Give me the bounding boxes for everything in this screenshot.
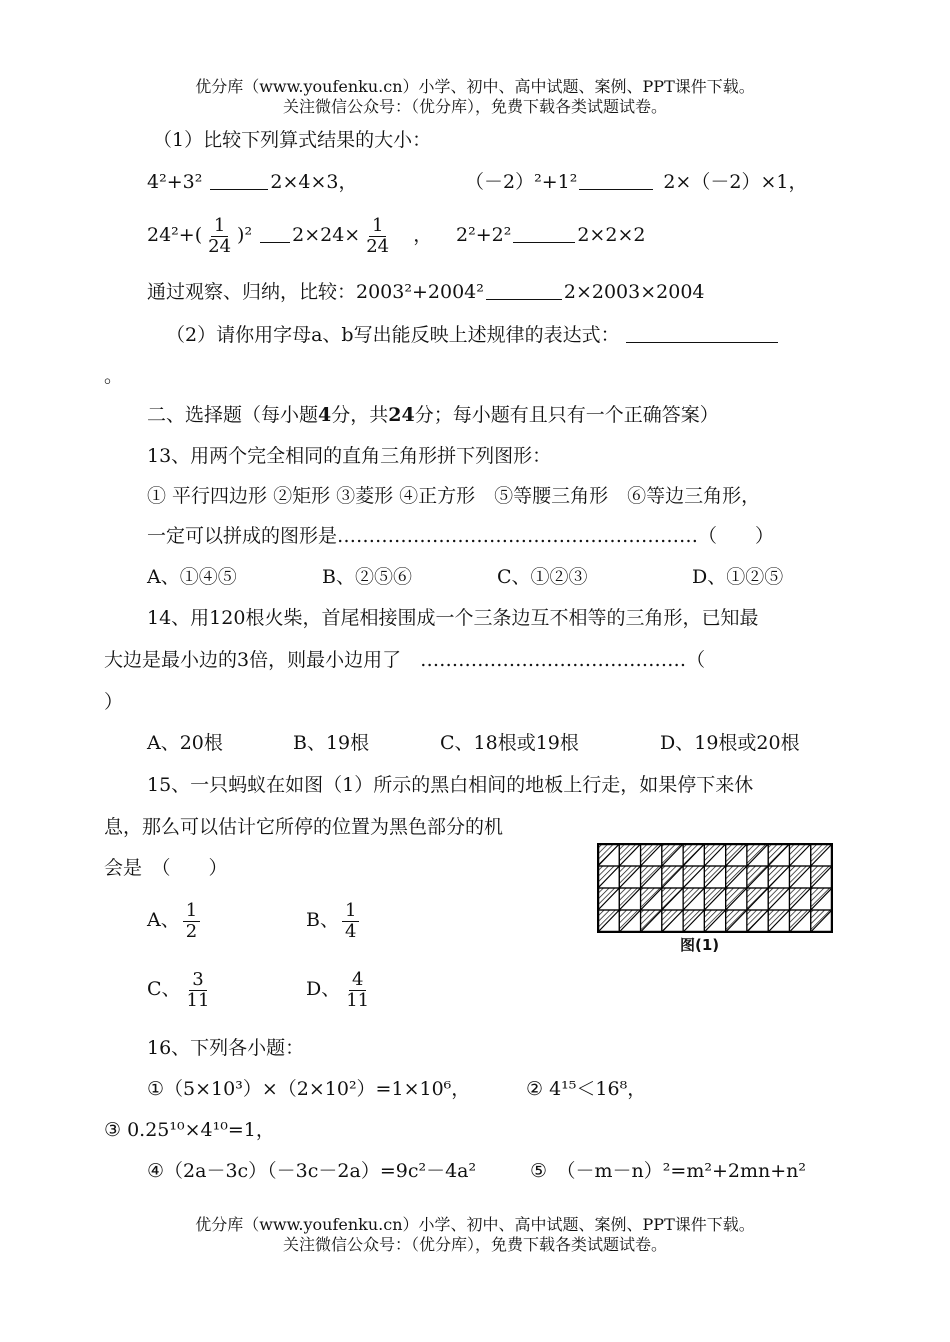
q13-option-a[interactable]: A、①④⑤ (147, 566, 237, 588)
section-2-title-a: 二、选择题（每小题 (147, 404, 319, 426)
answer-blank[interactable] (486, 281, 562, 300)
answer-blank[interactable] (579, 171, 653, 190)
q16-item-1: ①（5×10³）×（2×10²）=1×10⁶， (147, 1078, 471, 1100)
q15-option-c[interactable] (147, 966, 215, 1012)
figure-caption: 图(1) (680, 936, 720, 954)
q13-option-b[interactable]: B、②⑤⑥ (322, 566, 412, 588)
answer-blank[interactable] (626, 324, 778, 343)
header-line-2: 关注微信公众号：（优分库），免费下载各类试题试卷。 (282, 97, 667, 116)
fraction (342, 901, 359, 942)
q13-option-d[interactable]: D、①②⑤ (692, 566, 784, 588)
fraction-numerator: 1 (369, 216, 386, 237)
option-label: C、 (147, 978, 181, 1000)
fraction (205, 216, 234, 257)
q14-stem-2: 大边是最小边的3倍，则最小边用了 ……………………………………（ (104, 649, 706, 671)
grid-cells (598, 844, 832, 932)
answer-blank[interactable] (210, 171, 268, 190)
q15-stem-3: 会是 （ ） (104, 857, 228, 879)
option-label: B、 (306, 909, 339, 931)
fraction (184, 970, 213, 1011)
q15-option-d[interactable] (306, 966, 375, 1012)
option-label: A、 (147, 909, 180, 931)
q12-part2: （2）请你用字母a、b写出能反映上述规律的表达式： (166, 324, 620, 346)
q14-stem-3: ） (104, 691, 124, 713)
answer-blank[interactable] (513, 224, 575, 243)
q12-part1: （1）比较下列算式结果的大小： (153, 129, 432, 151)
q16-stem: 16、下列各小题： (147, 1037, 305, 1059)
q14-option-b[interactable]: B、19根 (293, 732, 370, 754)
fraction-denominator: 4 (344, 920, 357, 942)
q12-row2-right (456, 223, 645, 247)
q12-row2-right-expr: 2²+2² (456, 224, 512, 246)
q12-row1-left-rhs: 2×4×3， (270, 171, 358, 193)
q16-item-5: ⑤ （－m－n）²=m²+2mn+n² (530, 1160, 806, 1182)
fraction-denominator: 24 (208, 235, 232, 257)
q16-item-4: ④（2a－3c）（－3c－2a）=9c²－4a² (147, 1160, 477, 1182)
fraction-numerator: 1 (183, 901, 200, 922)
q15-stem-2: 息，那么可以估计它所停的位置为黑色部分的机 (104, 816, 504, 838)
section-2-title-c: 分；每小题有且只有一个正确答案） (414, 404, 719, 426)
q15-option-a[interactable] (147, 897, 203, 943)
footer-line-2: 关注微信公众号：（优分库），免费下载各类试题试卷。 (282, 1235, 667, 1254)
q15-stem-1: 15、一只蚂蚁在如图（1）所示的黑白相间的地板上行走，如果停下来休 (147, 774, 754, 796)
header-line-1: 优分库（www.youfenku.cn）小学、初中、高中试题、案例、PPT课件下载。 (195, 77, 755, 96)
fraction-denominator: 24 (366, 235, 390, 257)
q12-row1-left (147, 170, 358, 194)
q16-item-3: ③ 0.25¹⁰×4¹⁰=1， (104, 1119, 275, 1141)
section-2-title-b: 分，共 (331, 404, 389, 426)
section-2-title (147, 403, 719, 427)
q12-row1-left-expr: 4²+3² (147, 171, 203, 193)
fraction (363, 216, 392, 257)
fraction-denominator: 11 (186, 989, 210, 1011)
fraction-denominator: 2 (185, 920, 198, 942)
q12-row2-rhs: 2×24× (292, 224, 361, 246)
option-label: D、 (306, 978, 341, 1000)
q12-row2-left (147, 212, 432, 258)
fraction-numerator: 3 (189, 970, 206, 991)
q14-option-d[interactable]: D、19根或20根 (660, 732, 800, 754)
answer-blank[interactable] (260, 224, 290, 243)
q12-row2-comma: ， (413, 224, 433, 246)
fraction-numerator: 4 (349, 970, 366, 991)
q14-option-a[interactable]: A、20根 (147, 732, 223, 754)
q12-observe: 通过观察、归纳，比较：2003²+2004² (147, 281, 484, 303)
q12-row2-right-rhs: 2×2×2 (577, 224, 646, 246)
q12-observe-line (147, 280, 705, 304)
q12-row1-right-rhs: 2×（－2）×1， (663, 171, 808, 193)
fraction (183, 901, 200, 942)
fraction (343, 970, 372, 1011)
section-2-points: 4 (318, 404, 332, 426)
q12-row2-prefix: 24²+( (147, 224, 203, 246)
q12-row2-suffix: )² (237, 224, 253, 246)
q14-option-c[interactable]: C、18根或19根 (440, 732, 579, 754)
fraction-denominator: 11 (346, 989, 370, 1011)
footer-line-1: 优分库（www.youfenku.cn）小学、初中、高中试题、案例、PPT课件下载。 (195, 1215, 755, 1234)
q13-option-c[interactable]: C、①②③ (497, 566, 588, 588)
q12-observe-rhs: 2×2003×2004 (563, 281, 705, 303)
q12-row1-right-expr: （－2）²+1² (465, 171, 578, 193)
fraction-numerator: 1 (342, 901, 359, 922)
section-2-total: 24 (388, 404, 415, 426)
q15-option-b[interactable] (306, 897, 362, 943)
q12-row1-right (465, 170, 807, 194)
floor-grid-figure (597, 843, 833, 933)
q16-item-2: ② 4¹⁵＜16⁸， (526, 1078, 647, 1100)
fraction-numerator: 1 (211, 216, 228, 237)
q13-stem: 13、用两个完全相同的直角三角形拼下列图形： (147, 445, 552, 467)
q13-shapes: ① 平行四边形 ②矩形 ③菱形 ④正方形 ⑤等腰三角形 ⑥等边三角形， (147, 485, 761, 507)
q12-period: 。 (104, 365, 124, 387)
q13-ask: 一定可以拼成的图形是…………………………………………………（ ） (147, 525, 775, 547)
q14-stem-1: 14、用120根火柴，首尾相接围成一个三条边互不相等的三角形，已知最 (147, 607, 759, 629)
q12-part2-line (166, 323, 778, 347)
